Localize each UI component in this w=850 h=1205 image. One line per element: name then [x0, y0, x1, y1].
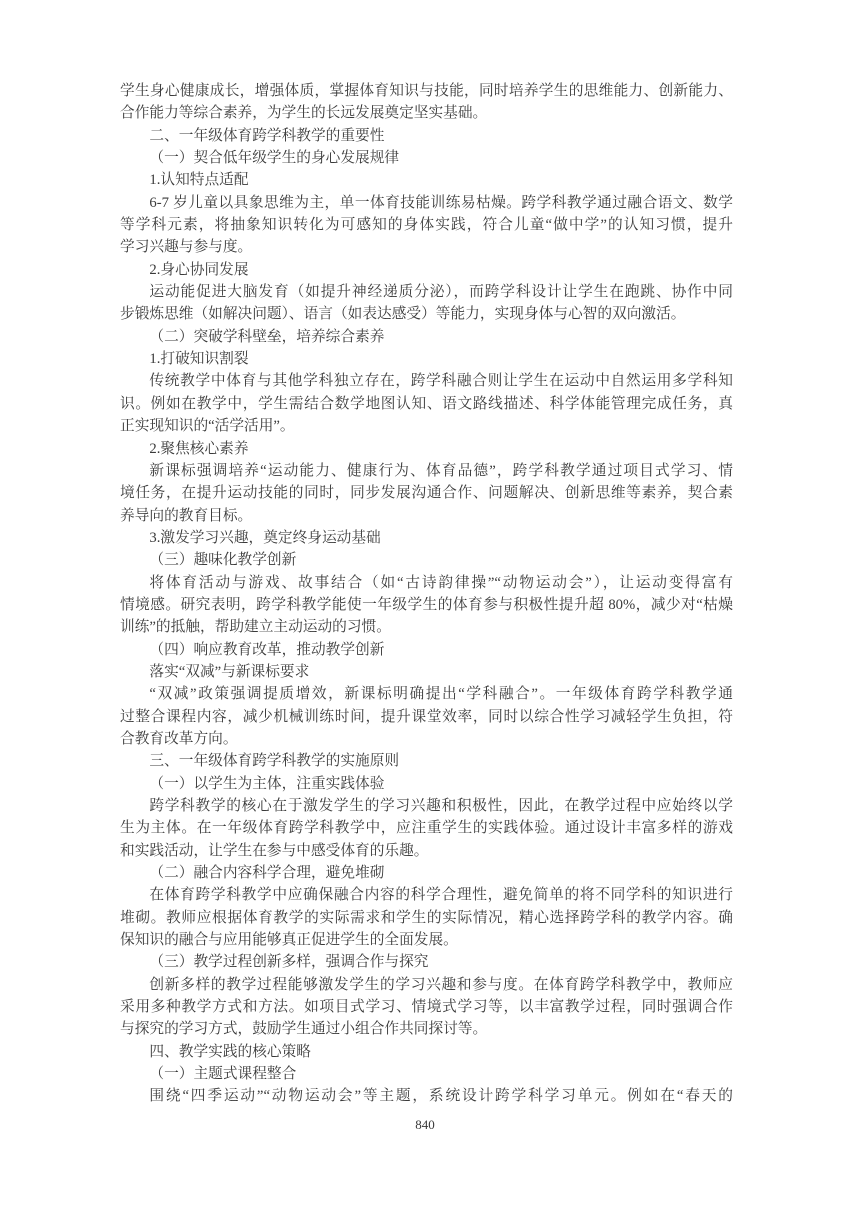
text-line: “双减”政策强调提质增效，新课标明确提出“学科融合”。一年级体育跨学科教学通 — [149, 686, 733, 703]
text-line: 二、一年级体育跨学科教学的重要性 — [149, 127, 385, 144]
page-number: 840 — [415, 1117, 435, 1132]
text-line: 2.聚焦核心素养 — [149, 440, 249, 457]
text-line: 养导向的教育目标。 — [120, 507, 253, 524]
text-line: 学习兴趣与参与度。 — [120, 239, 253, 256]
text-line: 情境感。研究表明，跨学科教学能使一年级学生的体育参与积极性提升超 80%，减少对“枯燥 — [120, 596, 733, 613]
text-line: 围绕“四季运动”“动物运动会”等主题，系统设计跨学科学习单元。例如在“春天的 — [149, 1088, 733, 1105]
text-line: 新课标强调培养“运动能力、健康行为、体育品德”，跨学科教学通过项目式学习、情 — [149, 462, 733, 479]
text-line: 2.身心协同发展 — [149, 261, 249, 278]
text-line: 传统教学中体育与其他学科独立存在，跨学科融合则让学生在运动中自然运用多学科知 — [149, 373, 733, 390]
text-line: 和实践活动，让学生在参与中感受体育的乐趣。 — [120, 842, 429, 859]
document-body — [120, 80, 733, 1108]
text-line: 生为主体。在一年级体育跨学科教学中，应注重学生的实践体验。通过设计丰富多样的游戏 — [120, 820, 733, 837]
text-line: （三）教学过程创新多样，强调合作与探究 — [149, 954, 429, 971]
text-line: 训练”的抵触，帮助建立主动运动的习惯。 — [120, 619, 391, 636]
text-line: 三、一年级体育跨学科教学的实施原则 — [149, 753, 400, 770]
text-line: 落实“双减”与新课标要求 — [149, 663, 310, 680]
text-line: 创新多样的教学过程能够激发学生的学习兴趣和参与度。在体育跨学科教学中，教师应 — [149, 976, 733, 993]
text-line: （二）融合内容科学合理，避免堆砌 — [149, 865, 385, 882]
text-line: 合作能力等综合素养，为学生的长远发展奠定坚实基础。 — [120, 105, 488, 122]
text-line: （一）契合低年级学生的身心发展规律 — [149, 150, 400, 167]
text-line: （一）以学生为主体，注重实践体验 — [149, 775, 385, 792]
text-line: 正实现知识的“活学活用”。 — [120, 418, 295, 435]
text-line: 合教育改革方向。 — [120, 730, 238, 747]
text-line: （三）趣味化教学创新 — [149, 552, 297, 569]
text-line: 与探究的学习方式，鼓励学生通过小组合作共同探讨等。 — [120, 1021, 488, 1038]
text-line: 境任务，在提升运动技能的同时，同步发展沟通合作、问题解决、创新思维等素养，契合素 — [120, 485, 733, 502]
text-line: 3.激发学习兴趣，奠定终身运动基础 — [149, 529, 381, 546]
text-line: （一）主题式课程整合 — [149, 1066, 297, 1083]
text-line: 四、教学实践的核心策略 — [149, 1043, 311, 1060]
text-line: 将体育活动与游戏、故事结合（如“古诗韵律操”“动物运动会”），让运动变得富有 — [149, 574, 733, 591]
text-line: 1.打破知识割裂 — [149, 351, 249, 368]
text-line: 过整合课程内容，减少机械训练时间，提升课堂效率，同时以综合性学习减轻学生负担，符 — [120, 708, 733, 725]
text-line: 保知识的融合与应用能够真正促进学生的全面发展。 — [120, 932, 458, 949]
text-line: 步锻炼思维（如解决问题）、语言（如表达感受）等能力，实现身体与心智的双向激活。 — [120, 306, 686, 323]
text-line: 识。例如在教学中，学生需结合数学地图认知、语文路线描述、科学体能管理完成任务，真 — [120, 395, 733, 412]
text-line: 学生身心健康成长，增强体质，掌握体育知识与技能，同时培养学生的思维能力、创新能力、 — [120, 83, 733, 99]
text-line: 1.认知特点适配 — [149, 172, 249, 189]
text-line: 跨学科教学的核心在于激发学生的学习兴趣和积极性，因此，在教学过程中应始终以学 — [149, 798, 733, 814]
text-line: 在体育跨学科教学中应确保融合内容的科学合理性，避免简单的将不同学科的知识进行 — [149, 887, 733, 904]
text-line: 采用多种教学方式和方法。如项目式学习、情境式学习等，以丰富教学过程，同时强调合作 — [120, 999, 733, 1016]
text-line: 运动能促进大脑发育（如提升神经递质分泌），而跨学科设计让学生在跑跳、协作中同 — [149, 284, 733, 301]
text-line: 6-7 岁儿童以具象思维为主，单一体育技能训练易枯燥。跨学科教学通过融合语文、数学 — [149, 194, 733, 211]
text-line: （四）响应教育改革，推动教学创新 — [149, 641, 385, 658]
text-line: 等学科元素，将抽象知识转化为可感知的身体实践，符合儿童“做中学”的认知习惯，提升 — [120, 217, 733, 234]
text-line: 堆砌。教师应根据体育教学的实际需求和学生的实际情况，精心选择跨学科的教学内容。确 — [120, 909, 733, 926]
text-line: （二）突破学科壁垒，培养综合素养 — [149, 328, 385, 345]
